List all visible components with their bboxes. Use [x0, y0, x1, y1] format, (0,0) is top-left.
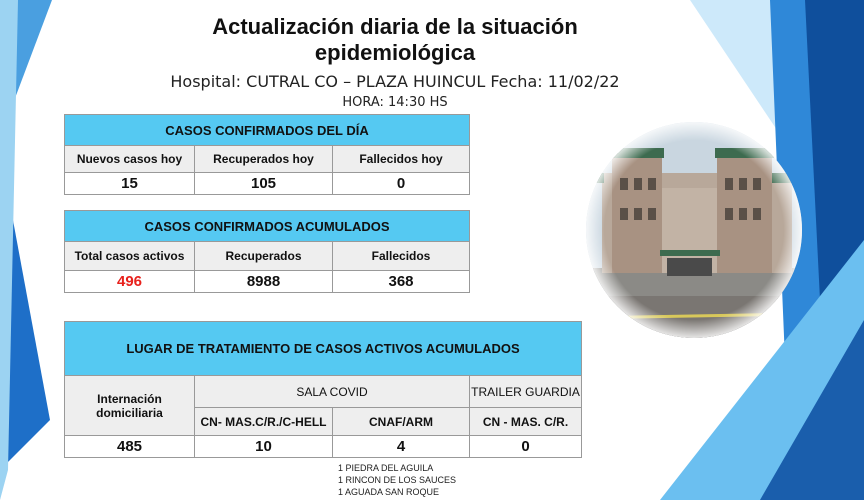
- footnotes: [338, 462, 456, 498]
- deceased-today-value: 0: [333, 173, 470, 195]
- hospital-date-line: Hospital: CUTRAL CO – PLAZA HUINCUL Fecha: 11/02/22: [170, 72, 620, 91]
- sala-covid-label: SALA COVID: [195, 376, 470, 408]
- footnote-item: 1 PIEDRA DEL AGUILA: [338, 463, 434, 473]
- daily-cases-table: [64, 114, 470, 195]
- recovered-value: 8988: [195, 271, 333, 293]
- sala-sub-2-value: 4: [333, 436, 470, 458]
- treatment-title: LUGAR DE TRATAMIENTO DE CASOS ACTIVOS ACUMULADOS: [65, 322, 582, 376]
- trailer-guardia-label: TRAILER GUARDIA: [470, 376, 582, 408]
- cumulative-cases-title: CASOS CONFIRMADOS ACUMULADOS: [65, 211, 470, 242]
- recovered-today-label: Recuperados hoy: [195, 146, 333, 173]
- sala-sub-2-label: CNAF/ARM: [333, 408, 470, 436]
- recovered-today-value: 105: [195, 173, 333, 195]
- home-care-value: 485: [65, 436, 195, 458]
- total-active-value: 496: [65, 271, 195, 293]
- trailer-sub-label: CN - MAS. C/R.: [470, 408, 582, 436]
- home-care-label: Internación domiciliaria: [65, 376, 195, 436]
- cumulative-cases-table: [64, 210, 470, 293]
- deceased-label: Fallecidos: [333, 242, 470, 271]
- deceased-today-label: Fallecidos hoy: [333, 146, 470, 173]
- deceased-value: 368: [333, 271, 470, 293]
- footnote-item: 1 RINCON DE LOS SAUCES: [338, 475, 457, 485]
- trailer-value: 0: [470, 436, 582, 458]
- sala-sub-1-value: 10: [195, 436, 333, 458]
- time-line: HORA: 14:30 HS: [342, 95, 448, 110]
- recovered-label: Recuperados: [195, 242, 333, 271]
- new-cases-value: 15: [65, 173, 195, 195]
- hospital-building-photo: [582, 118, 806, 342]
- new-cases-label: Nuevos casos hoy: [65, 146, 195, 173]
- sala-sub-1-label: CN- MAS.C/R./C-HELL: [195, 408, 333, 436]
- total-active-label: Total casos activos: [65, 242, 195, 271]
- daily-cases-title: CASOS CONFIRMADOS DEL DÍA: [65, 115, 470, 146]
- footnote-item: 1 AGUADA SAN ROQUE: [338, 487, 440, 497]
- page-title: Actualización diaria de la situación epidemiológica: [212, 14, 578, 65]
- treatment-location-table: [64, 321, 582, 458]
